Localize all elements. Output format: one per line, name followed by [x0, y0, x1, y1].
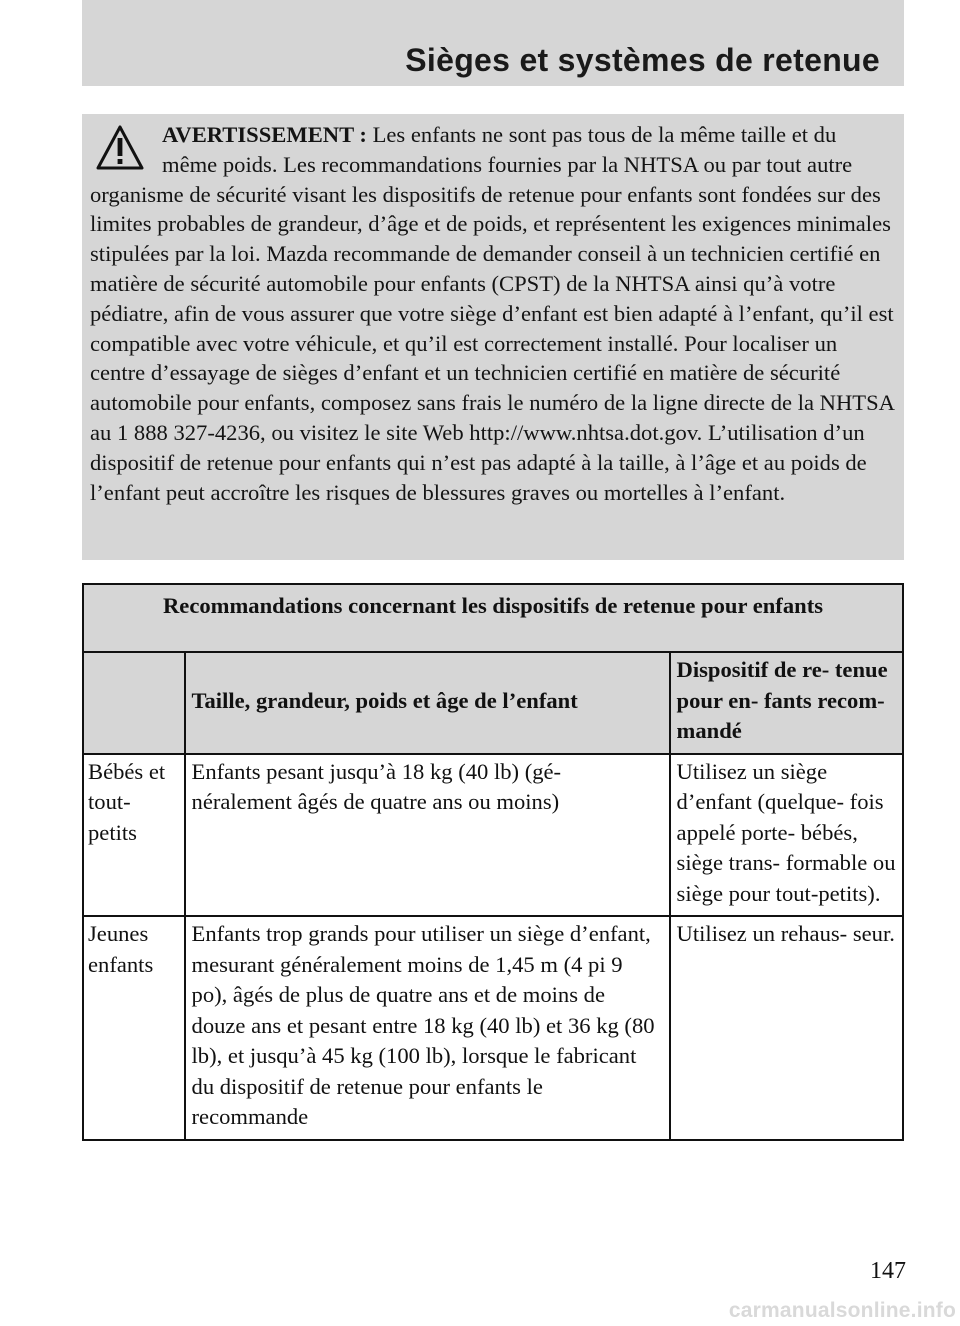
- row-description: Enfants trop grands pour utiliser un siège d’enfant, mesurant généralement moins de 1,45 m (4 pi 9 po), âgés de plus de quatre ans et de moins de douze ans et pesant entre 18 kg (40 lb) et 36 kg (80 lb), et jusqu’à 45 kg (100 lb), lorsque le fabricant du dispositif de retenue pour enfants le recommande: [185, 916, 670, 1140]
- row-device: Utilisez un rehaus- seur.: [670, 916, 903, 1140]
- row-category: Bébés et tout- petits: [83, 754, 185, 917]
- section-title: Sièges et systèmes de retenue: [405, 42, 880, 78]
- table-header-row: [83, 652, 903, 754]
- page-header: [82, 0, 904, 86]
- column-header-child-size: Taille, grandeur, poids et âge de l’enfant: [185, 652, 670, 754]
- warning-body: Les enfants ne sont pas tous de la même taille et du même poids. Les recommandations fournies par la NHTSA ou par tout autre organisme de sécurité visant les dispositifs de retenue pour enfants sont fondées sur des limites probables de grandeur, d’âge et de poids, et représentent les exigences minimales stipulées par la loi. Mazda recommande de demander conseil à un technicien certifié en matière de sécurité automobile pour enfants (CPST) de la NHTSA ainsi qu’à votre pédiatre, afin de vous assurer que votre siège d’enfant est bien adapté à l’enfant, qu’il est compatible avec votre véhicule, et qu’il est correctement installé. Pour localiser un centre d’essayage de sièges d’enfant et un technicien certifié en matière de sécurité automobile pour enfants, composez sans frais le numéro de la ligne directe de la NHTSA au 1 888 327-4236, ou visitez le site Web http://www.nhtsa.dot.gov. L’utilisation d’un dispositif de retenue pour enfants qui n’est pas adapté à la taille, à l’âge et au poids de l’enfant peut accroître les risques de blessures graves ou mortelles à l’enfant.: [90, 122, 894, 505]
- table-row: [83, 916, 903, 1140]
- warning-text-block: [90, 120, 896, 507]
- table-title: Recommandations concernant les dispositifs de retenue pour enfants: [83, 584, 903, 652]
- recommendations-table: [82, 583, 904, 1141]
- warning-box: [82, 114, 904, 560]
- page-number: 147: [870, 1258, 906, 1284]
- column-header-category: [83, 652, 185, 754]
- row-description: Enfants pesant jusqu’à 18 kg (40 lb) (gé- néralement âgés de quatre ans ou moins): [185, 754, 670, 917]
- warning-label: AVERTISSEMENT :: [162, 122, 367, 147]
- column-header-device: Dispositif de re- tenue pour en- fants recom- mandé: [670, 652, 903, 754]
- row-category: Jeunes enfants: [83, 916, 185, 1140]
- table-row: [83, 754, 903, 917]
- row-device: Utilisez un siège d’enfant (quelque- fois appelé porte- bébés, siège trans- formable ou siège pour tout-petits).: [670, 754, 903, 917]
- watermark: carmanualsonline.info: [728, 1299, 956, 1322]
